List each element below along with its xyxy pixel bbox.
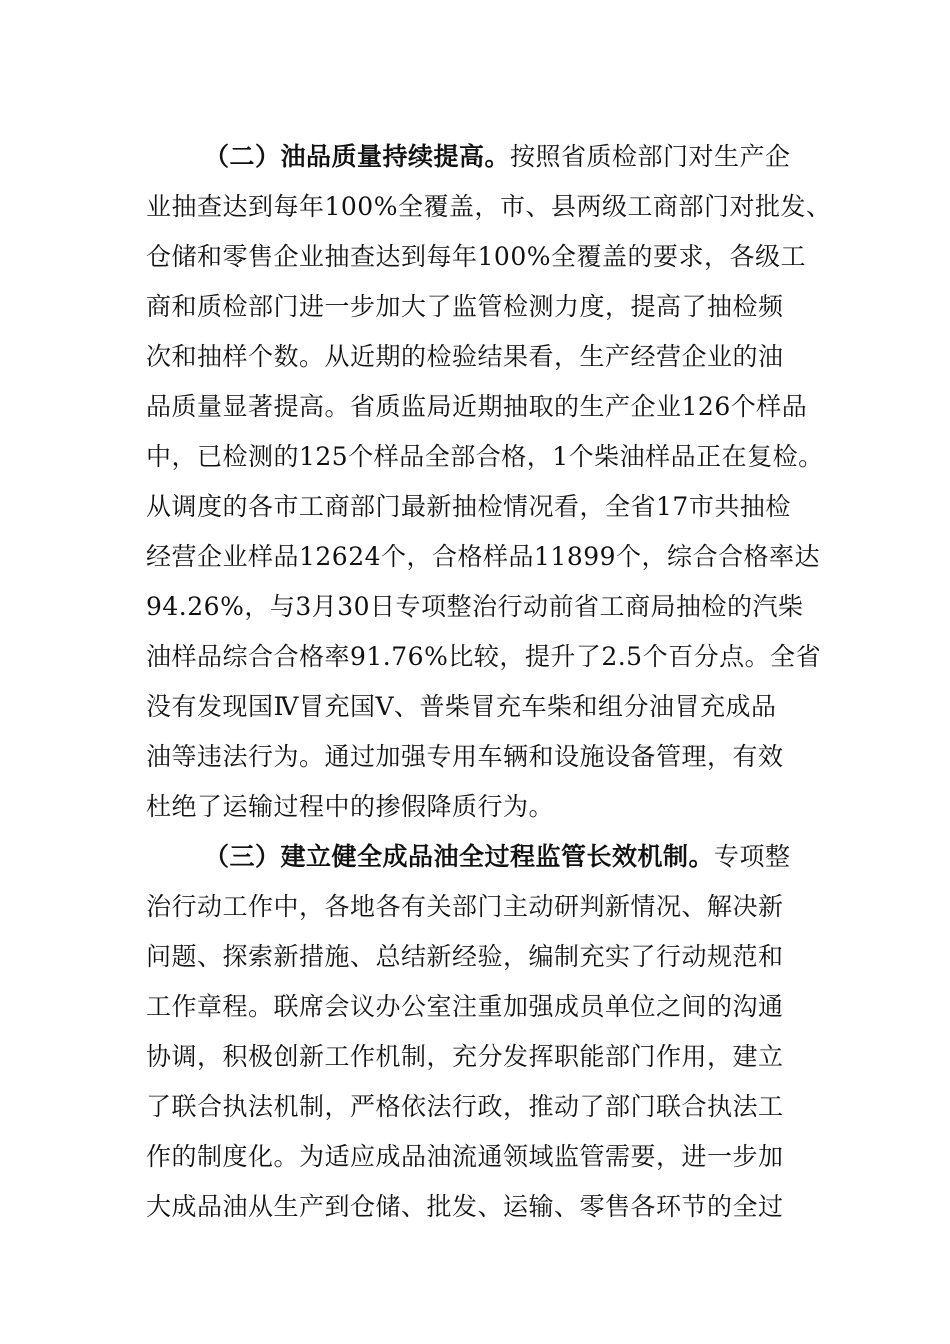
section-heading-supervision-mechanism: （三）建立健全成品油全过程监管长效机制。	[204, 842, 715, 871]
paragraph-oil-quality	[146, 132, 832, 832]
text-line: 问题、探索新措施、总结新经验，编制充实了行动规范和	[146, 942, 784, 971]
text-line: 杜绝了运输过程中的掺假降质行为。	[146, 792, 555, 821]
text-line: 按照省质检部门对生产企	[510, 142, 791, 171]
text-line: 业抽查达到每年100%全覆盖，市、县两级工商部门对批发、	[146, 192, 832, 221]
text-line: 油等违法行为。通过加强专用车辆和设施设备管理，有效	[146, 742, 784, 771]
text-line: 仓储和零售企业抽查达到每年100%全覆盖的要求，各级工	[146, 242, 806, 271]
text-line: 品质量显著提高。省质监局近期抽取的生产企业126个样品	[146, 392, 808, 421]
paragraph-supervision-mechanism	[146, 832, 826, 1232]
text-line: 作的制度化。为适应成品油流通领域监管需要，进一步加	[146, 1142, 784, 1171]
text-line: 大成品油从生产到仓储、批发、运输、零售各环节的全过	[146, 1192, 784, 1221]
text-line: 没有发现国Ⅳ冒充国Ⅴ、普柴冒充车柴和组分油冒充成品	[146, 692, 777, 721]
text-line: 经营企业样品12624个，合格样品11899个，综合合格率达	[146, 542, 821, 571]
paragraph-first-line	[146, 132, 826, 182]
text-line: 94.26%，与3月30日专项整治行动前省工商局抽检的汽柴	[146, 592, 804, 621]
text-line: 治行动工作中，各地各有关部门主动研判新情况、解决新	[146, 892, 784, 921]
text-line: 工作章程。联席会议办公室注重加强成员单位之间的沟通	[146, 992, 784, 1021]
text-line: 商和质检部门进一步加大了监管检测力度，提高了抽检频	[146, 292, 784, 321]
paragraph-first-line	[146, 832, 826, 882]
text-line: 次和抽样个数。从近期的检验结果看，生产经营企业的油	[146, 342, 784, 371]
text-line: 油样品综合合格率91.76%比较，提升了2.5个百分点。全省	[146, 642, 822, 671]
text-line: 中，已检测的125个样品全部合格，1个柴油样品正在复检。	[146, 442, 824, 471]
text-line: 专项整	[714, 842, 791, 871]
section-heading-oil-quality: （二）油品质量持续提高。	[204, 142, 511, 171]
document-body	[146, 132, 832, 1232]
text-line: 了联合执法机制，严格依法行政，推动了部门联合执法工	[146, 1092, 784, 1121]
text-line: 协调，积极创新工作机制，充分发挥职能部门作用，建立	[146, 1042, 784, 1071]
text-line: 从调度的各市工商部门最新抽检情况看，全省17市共抽检	[146, 492, 791, 521]
